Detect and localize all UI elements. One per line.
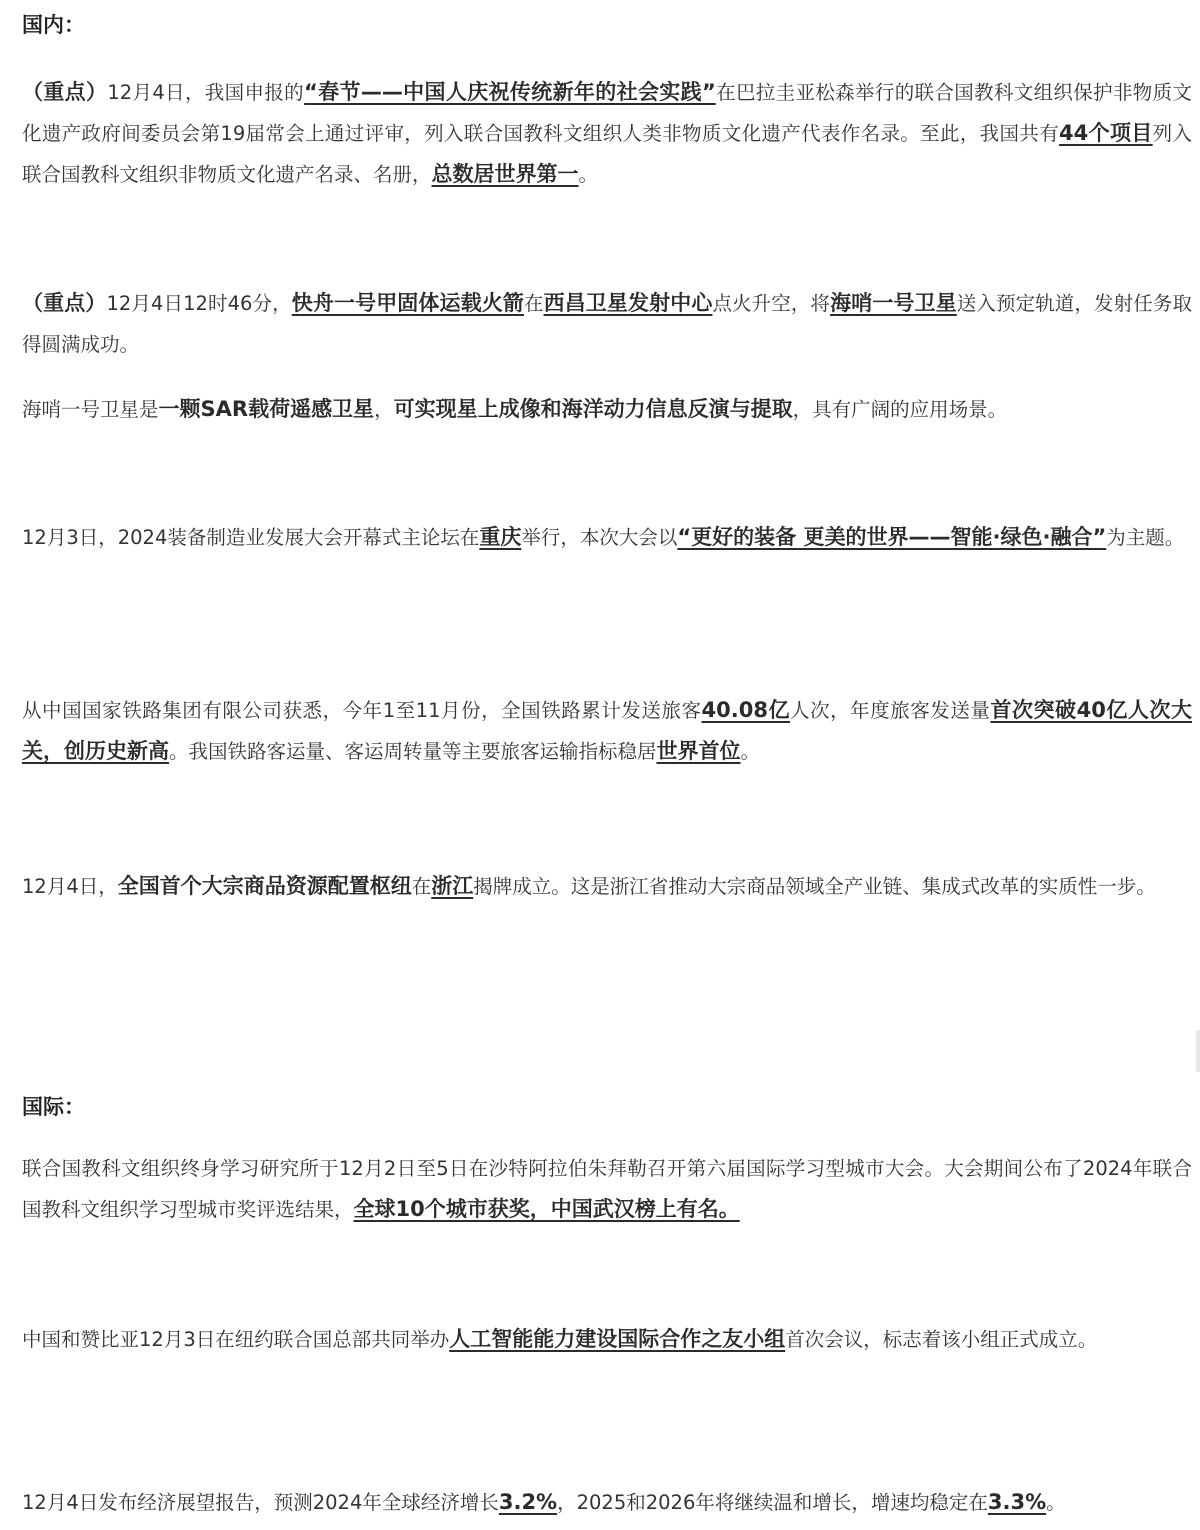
body-text: ，具有广阔的应用场景。 — [792, 398, 1008, 421]
highlight-link[interactable]: 人工智能能力建设国际合作之友小组 — [449, 1327, 786, 1351]
news-paragraph — [22, 866, 1192, 907]
body-text: 。 — [578, 163, 599, 186]
highlight-link[interactable]: 40.08亿 — [701, 698, 791, 722]
body-text: 12月4日12时46分， — [106, 292, 292, 315]
emphasis-text: 可实现星上成像和海洋动力信息反演与提取 — [393, 397, 793, 421]
scroll-edge-mark — [1196, 1030, 1200, 1072]
highlight-link[interactable]: 全球10个城市获奖，中国武汉榜上有名。 — [353, 1197, 740, 1221]
highlight-link[interactable]: 西昌卫星发射中心 — [543, 291, 713, 315]
highlight-link[interactable]: 首次突破40亿人次大关，创历史新高 — [22, 698, 1192, 763]
body-text: 从中国国家铁路集团有限公司获悉，今年1至11月份，全国铁路累计发送旅客 — [22, 699, 702, 722]
body-text: 。 — [1046, 1491, 1066, 1514]
highlight-link[interactable]: 世界首位 — [656, 739, 741, 763]
highlight-link[interactable]: 重庆 — [479, 525, 522, 549]
news-paragraph — [22, 1148, 1192, 1230]
body-text: 人次，年度旅客发送量 — [790, 699, 991, 722]
body-text: 12月4日， — [22, 875, 118, 898]
body-text: ，2025和2026年将继续温和增长，增速均稳定在 — [557, 1491, 988, 1514]
body-text: 12月4日发布经济展望报告，预测2024年全球经济增长 — [22, 1491, 499, 1514]
section-heading-domestic: 国内： — [22, 13, 85, 37]
news-paragraph — [22, 72, 1192, 195]
highlight-link[interactable]: 总数居世界第一 — [431, 162, 579, 186]
body-text: 点火升空，将 — [712, 292, 831, 315]
emphasis-text: 一颗SAR载荷遥感卫星 — [158, 397, 375, 421]
body-text: 为主题。 — [1106, 526, 1185, 549]
emphasis-text: （重点） — [22, 80, 108, 104]
news-paragraph — [22, 690, 1192, 772]
emphasis-text: （重点） — [22, 291, 107, 315]
body-text: 在巴拉圭亚松森举行的联合国教科文组织保护非物质文化遗产政府间委员会第19届常会上通过评审，列入联合国教科文组织人类非物质文化遗产代表作名录。至此，我国共有 — [22, 81, 1192, 145]
body-text: 揭牌成立。这是浙江省推动大宗商品领域全产业链、集成式改革的实质性一步。 — [473, 875, 1156, 898]
body-text: 送入预定轨道，发射任务取得圆满成功。 — [22, 292, 1192, 356]
section-heading-international: 国际： — [22, 1095, 85, 1119]
highlight-link[interactable]: 浙江 — [431, 874, 474, 898]
news-paragraph — [22, 1482, 1192, 1523]
body-text: 海哨一号卫星是 — [22, 398, 159, 421]
highlight-link[interactable]: “更好的装备 更美的世界——智能·绿色·融合” — [677, 525, 1107, 549]
news-paragraph — [22, 283, 1192, 365]
body-text: 。我国铁路客运量、客运周转量等主要旅客运输指标稳居 — [169, 740, 657, 763]
highlight-link[interactable]: 3.3% — [987, 1490, 1047, 1514]
body-text: 在 — [523, 292, 544, 315]
body-text: 在 — [411, 875, 432, 898]
body-text: 列入联合国教科文组织非物质文化遗产名录、名册， — [22, 122, 1192, 186]
body-text: 举行，本次大会以 — [521, 526, 678, 549]
news-paragraph — [22, 517, 1192, 558]
highlight-link[interactable]: 44个项目 — [1059, 121, 1153, 145]
highlight-link[interactable]: 3.2% — [498, 1490, 558, 1514]
body-text: 。 — [740, 740, 761, 763]
body-text: 首次会议，标志着该小组正式成立。 — [785, 1328, 1098, 1351]
emphasis-text: 全国首个大宗商品资源配置枢纽 — [117, 874, 412, 898]
body-text: 联合国教科文组织终身学习研究所于12月2日至5日在沙特阿拉伯朱拜勒召开第六届国际学习型城市大会。大会期间公布了2024年联合国教科文组织学习型城市奖评选结果， — [22, 1157, 1192, 1221]
body-text: 12月3日，2024装备制造业发展大会开幕式主论坛在 — [22, 526, 480, 549]
body-text: 中国和赞比亚12月3日在纽约联合国总部共同举办 — [22, 1328, 450, 1351]
highlight-link[interactable]: 快舟一号甲固体运载火箭 — [291, 291, 524, 315]
highlight-link[interactable]: “春节——中国人庆祝传统新年的社会实践” — [304, 80, 716, 104]
news-paragraph — [22, 389, 1192, 430]
body-text: ， — [374, 398, 394, 421]
highlight-link[interactable]: 海哨一号卫星 — [830, 291, 957, 315]
body-text: 12月4日，我国申报的 — [107, 81, 305, 104]
news-paragraph — [22, 1319, 1192, 1360]
